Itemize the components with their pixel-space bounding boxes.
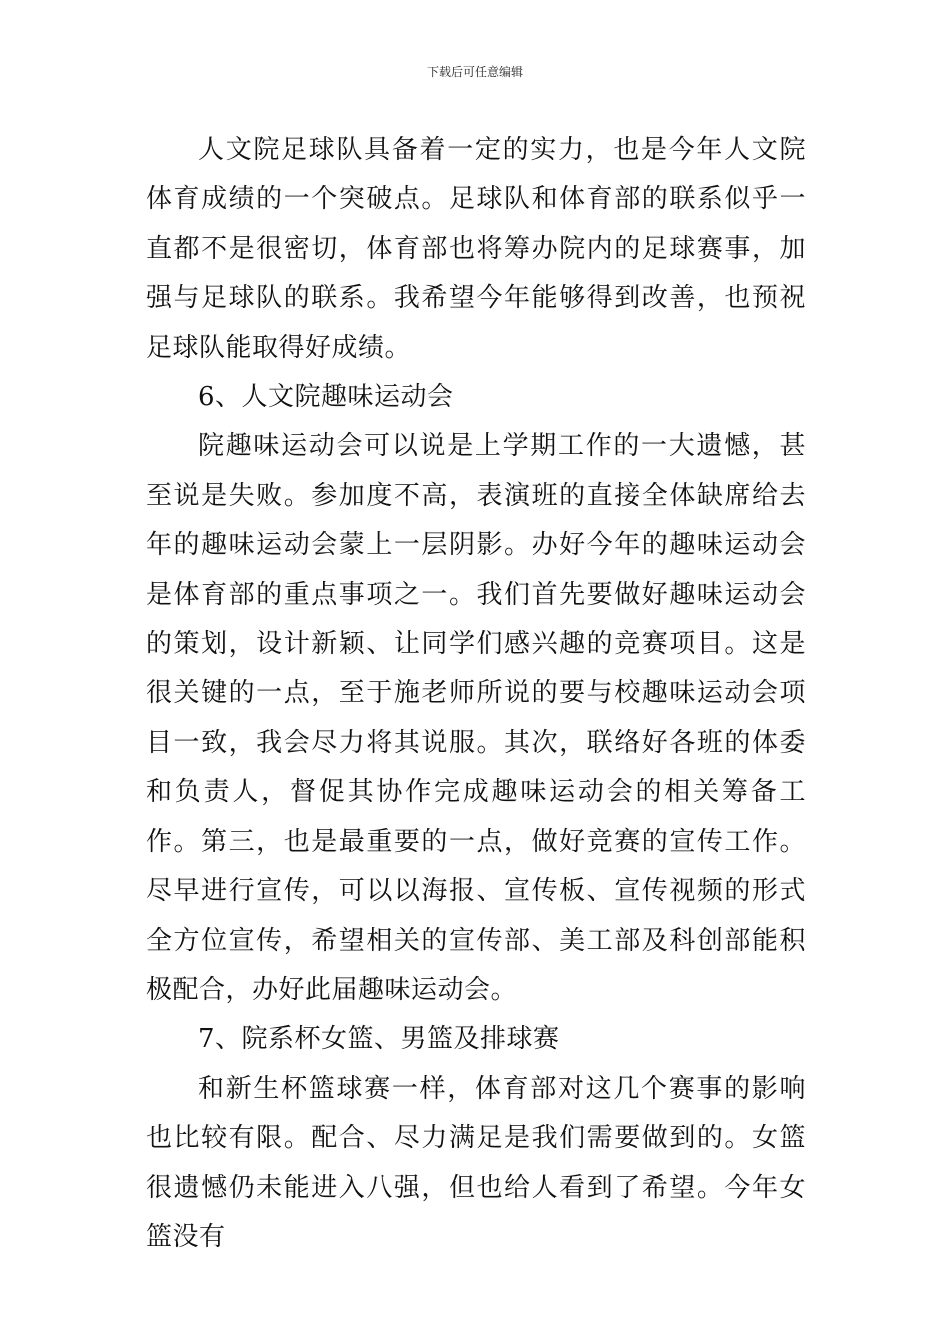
paragraph-football-team: 人文院足球队具备着一定的实力，也是今年人文院体育成绩的一个突破点。足球队和体育部的联系似乎一直都不是很密切，体育部也将筹办院内的足球赛事，加强与足球队的联系。我希望今年能够得到改善，也预祝足球队能取得好成绩。: [146, 135, 806, 363]
page-header-note: 下载后可任意编辑: [426, 65, 523, 79]
paragraph-basketball-volleyball: 和新生杯篮球赛一样，体育部对这几个赛事的影响也比较有限。配合、尽力满足是我们需要做到的。女篮很遗憾仍未能进入八强，但也给人看到了希望。今年女篮没有: [146, 1073, 806, 1252]
section-heading-basketball-volleyball: 7、院系杯女篮、男篮及排球赛: [198, 1024, 560, 1055]
document-body: [146, 126, 806, 1262]
paragraph-fun-sports-meet: 院趣味运动会可以说是上学期工作的一大遗憾，甚至说是失败。参加度不高，表演班的直接全体缺席给去年的趣味运动会蒙上一层阴影。办好今年的趣味运动会是体育部的重点事项之一。我们首先要做好趣味运动会的策划，设计新颖、让同学们感兴趣的竞赛项目。这是很关键的一点，至于施老师所说的要与校趣味运动会项目一致，我会尽力将其说服。其次，联络好各班的体委和负责人，督促其协作完成趣味运动会的相关筹备工作。第三，也是最重要的一点，做好竞赛的宣传工作。尽早进行宣传，可以以海报、宣传板、宣传视频的形式全方位宣传，希望相关的宣传部、美工部及科创部能积极配合，办好此届趣味运动会。: [146, 431, 806, 1005]
section-heading-fun-sports-meet: 6、人文院趣味运动会: [198, 382, 454, 413]
